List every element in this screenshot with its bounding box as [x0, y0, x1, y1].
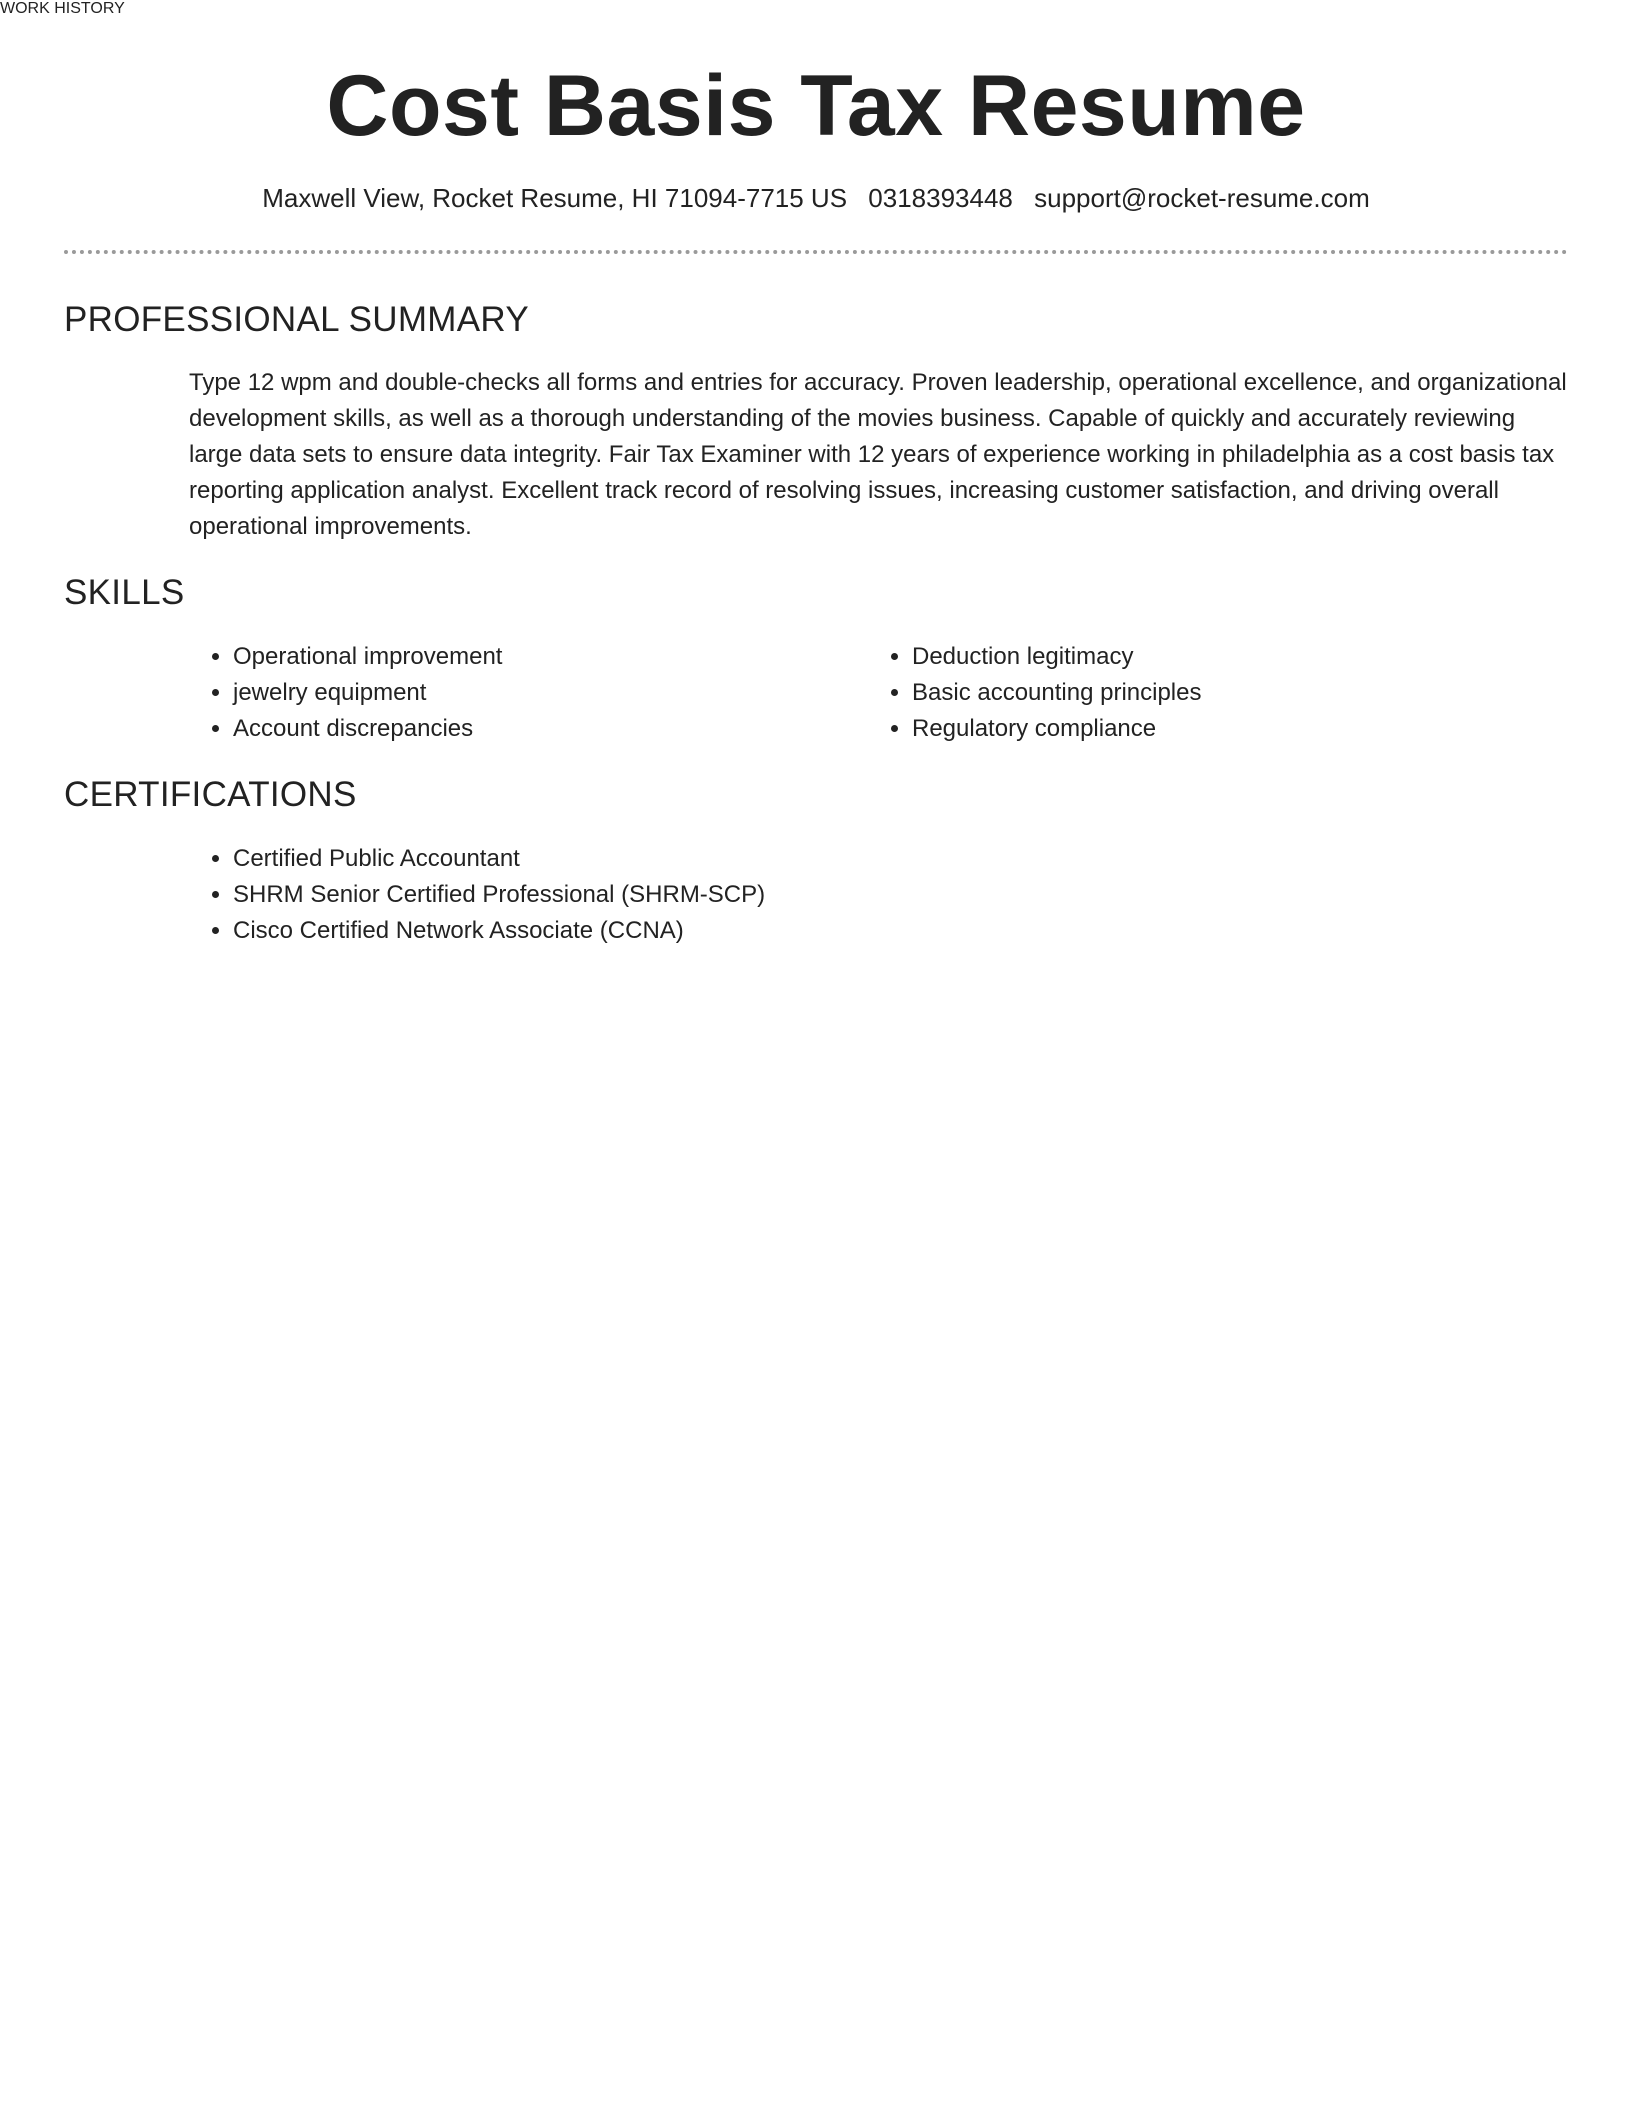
work-history-heading: WORK HISTORY	[0, 0, 125, 17]
contact-address: Maxwell View, Rocket Resume, HI 71094-7715 US	[262, 183, 848, 213]
summary-text: Type 12 wpm and double-checks all forms and entries for accuracy. Proven leadership, operational excellence, and organizational development skills, as well as a thorough understanding of the movies business. Capable of quickly and accurately reviewing large data sets to ensure data integrity. Fair Tax Examiner with 12 years of experience working in philadelphia as a cost basis tax reporting application analyst. Excellent track record of resolving issues, increasing customer satisfaction, and driving overall operational improvements.	[189, 369, 1567, 540]
header-divider	[64, 250, 1568, 254]
skill-item: • Operational improvement	[233, 639, 502, 675]
certifications-list	[189, 841, 765, 949]
skills-list-right	[868, 639, 1202, 747]
certification-item: • Cisco Certified Network Associate (CCNA)	[233, 913, 765, 949]
skill-item: • jewelry equipment	[233, 675, 502, 711]
certification-item: • SHRM Senior Certified Professional (SHRM-SCP)	[233, 877, 765, 913]
contact-phone: 0318393448	[868, 183, 1013, 213]
certifications-heading: CERTIFICATIONS	[64, 775, 357, 814]
contact-email: support@rocket-resume.com	[1034, 183, 1370, 213]
skills-list-left	[189, 639, 502, 747]
contact-line	[0, 180, 1632, 216]
skill-item: • Account discrepancies	[233, 711, 502, 747]
resume-title: Cost Basis Tax Resume	[326, 58, 1306, 154]
skill-item: • Basic accounting principles	[912, 675, 1202, 711]
skills-heading: SKILLS	[64, 573, 185, 612]
skill-item: • Regulatory compliance	[912, 711, 1202, 747]
summary-heading: PROFESSIONAL SUMMARY	[64, 300, 529, 339]
skill-item: • Deduction legitimacy	[912, 639, 1202, 675]
certification-item: • Certified Public Accountant	[233, 841, 765, 877]
